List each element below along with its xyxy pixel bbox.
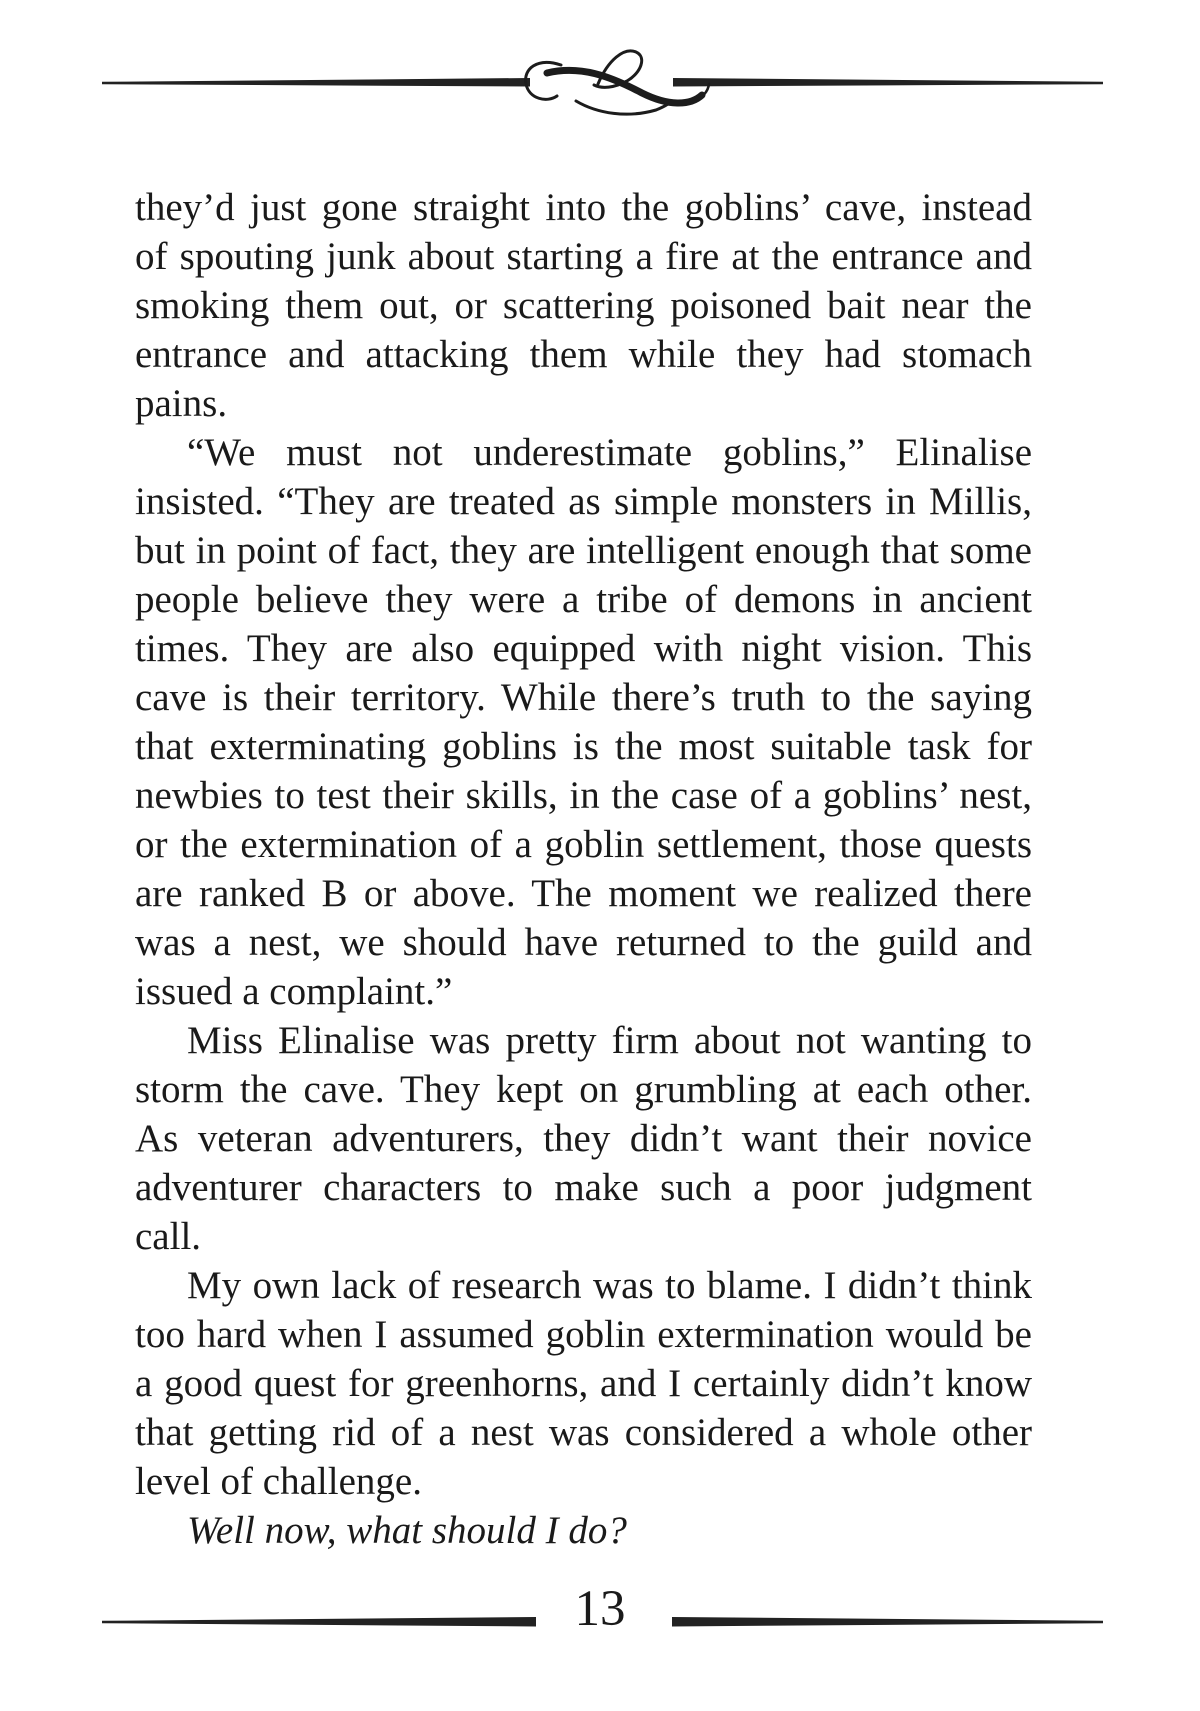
text-line: storm the cave. They kept on grumbling at each other. — [135, 1068, 1032, 1111]
text-line: smoking them out, or scattering poisoned bait near the — [135, 284, 1032, 327]
header-rule-left — [102, 78, 530, 87]
page-number: 13 — [574, 1581, 626, 1637]
paragraph — [135, 428, 1032, 1016]
text-line: are ranked B or above. The moment we realized there — [135, 872, 1032, 915]
text-line: entrance and attacking them while they had stomach — [135, 333, 1032, 376]
header-rule-right — [673, 78, 1103, 87]
text-line: cave is their territory. While there’s truth to the saying — [135, 676, 1032, 719]
text-line: Miss Elinalise was pretty firm about not wanting to — [187, 1019, 1032, 1062]
text-line: My own lack of research was to blame. I didn’t think — [187, 1264, 1032, 1307]
text-line: but in point of fact, they are intelligent enough that some — [135, 529, 1032, 572]
text-line: a good quest for greenhorns, and I certainly didn’t know — [135, 1362, 1032, 1405]
text-line: Well now, what should I do? — [187, 1509, 627, 1552]
divider-flourish-icon — [0, 0, 1200, 150]
text-line: issued a complaint.” — [135, 970, 453, 1013]
text-line: level of challenge. — [135, 1460, 422, 1503]
text-line: that exterminating goblins is the most suitable task for — [135, 725, 1032, 768]
text-line: too hard when I assumed goblin extermination would be — [135, 1313, 1032, 1356]
paragraph — [135, 1016, 1032, 1261]
text-line: pains. — [135, 382, 228, 425]
text-line: they’d just gone straight into the goblins’ cave, instead — [135, 186, 1032, 229]
paragraph — [135, 1506, 1032, 1555]
paragraph — [135, 1261, 1032, 1506]
text-line: that getting rid of a nest was considered a whole other — [135, 1411, 1032, 1454]
text-line: newbies to test their skills, in the case of a goblins’ nest, — [135, 774, 1032, 817]
text-line: adventurer characters to make such a poor judgment — [135, 1166, 1032, 1209]
page-text — [135, 183, 1032, 1555]
paragraph — [135, 183, 1032, 428]
text-line: of spouting junk about starting a fire at the entrance and — [135, 235, 1032, 278]
text-line: As veteran adventurers, they didn’t want their novice — [135, 1117, 1032, 1160]
text-line: call. — [135, 1215, 202, 1258]
text-line: people believe they were a tribe of demons in ancient — [135, 578, 1032, 621]
text-line: “We must not underestimate goblins,” Elinalise — [187, 431, 1032, 474]
text-line: was a nest, we should have returned to the guild and — [135, 921, 1032, 964]
text-line: times. They are also equipped with night vision. This — [135, 627, 1032, 670]
text-line: insisted. “They are treated as simple monsters in Millis, — [135, 480, 1032, 523]
text-line: or the extermination of a goblin settlement, those quests — [135, 823, 1032, 866]
